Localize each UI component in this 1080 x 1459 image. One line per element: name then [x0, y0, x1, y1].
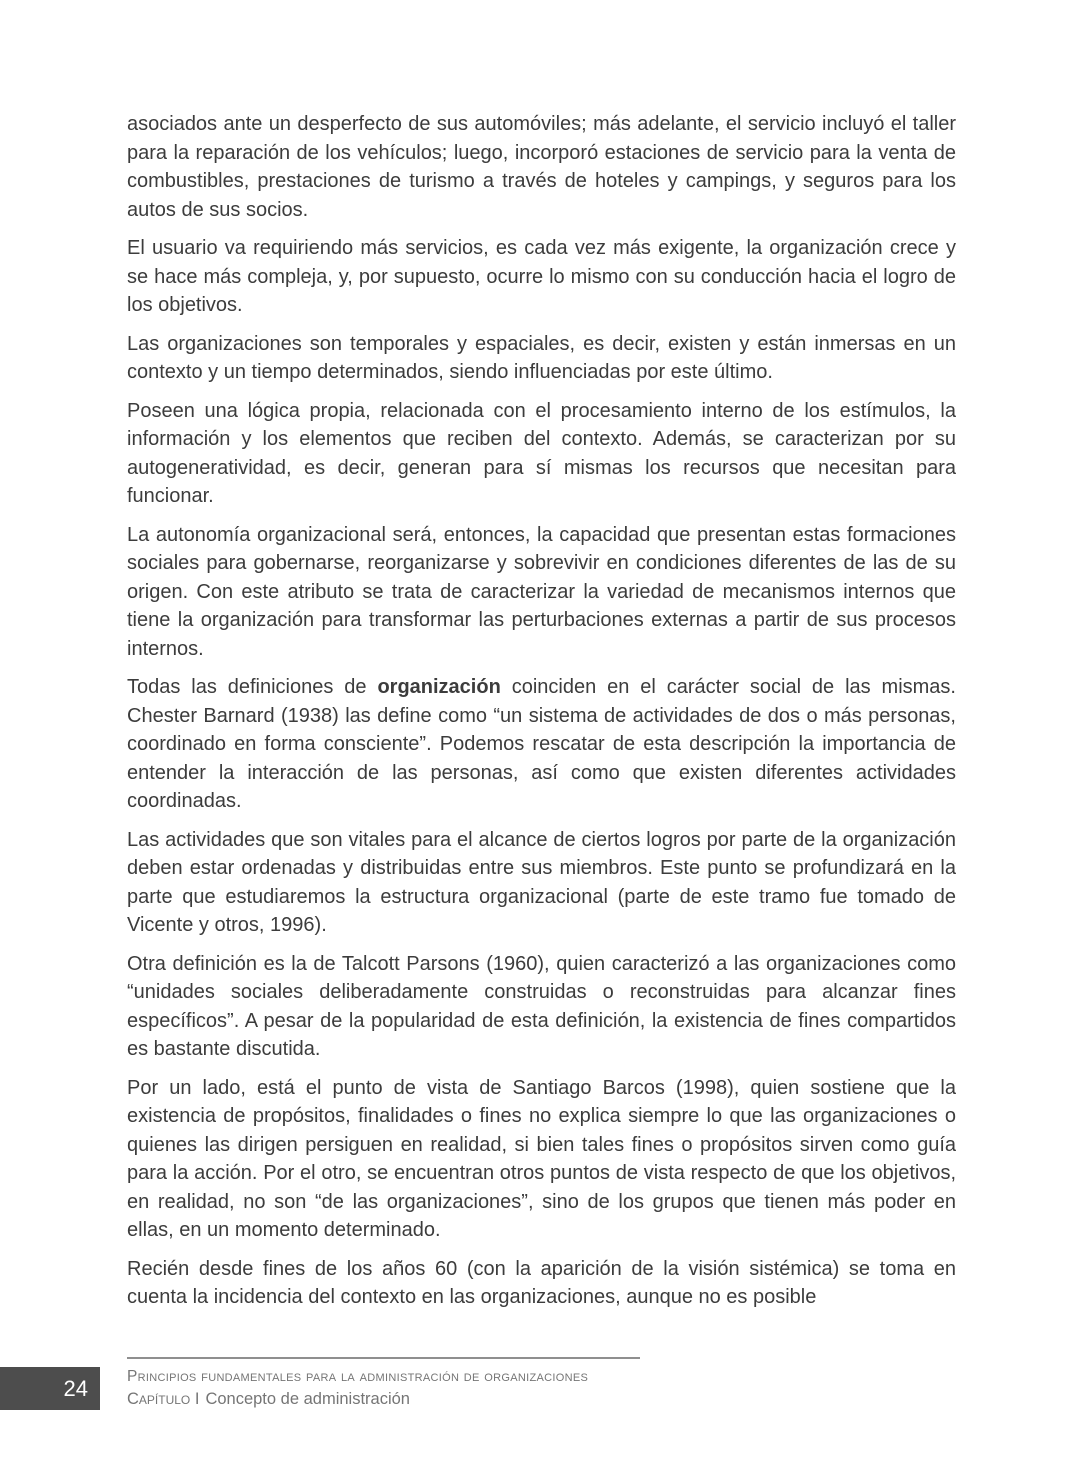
paragraph: Otra definición es la de Talcott Parsons (1960), quien caracterizó a las organizaciones como “unidades sociales deliberadamente construidas o reconstruidas para alcanzar fines específicos”. A pesar de la popularidad de esta definición, la existencia de fines compartidos es bastante discutida.: [127, 952, 956, 1060]
paragraph: Poseen una lógica propia, relacionada con el procesamiento interno de los estímulos, la información y los elementos que reciben del contexto. Además, se caracterizan por su autogeneratividad, es decir, generan para sí mismas los recursos que necesitan para funcionar.: [127, 399, 956, 507]
page-number: 24: [63, 1375, 88, 1401]
paragraph: Por un lado, está el punto de vista de Santiago Barcos (1998), quien sostiene que la existencia de propósitos, finalidades o fines no explica siempre lo que las organizaciones o quienes las dirigen persiguen en realidad, si bien tales fines o propósitos sirven como guía para la acción. Por el otro, se encuentran otros puntos de vista respecto de que los objetivos, en realidad, no son “de las organizaciones”, sino de los grupos que tienen más poder en ellas, en un momento determinado.: [127, 1076, 956, 1241]
footer-text: [127, 1366, 588, 1410]
page-content: [127, 110, 956, 1322]
chapter-line: [127, 1388, 588, 1410]
paragraph: La autonomía organizacional será, entonces, la capacidad que presentan estas formaciones sociales para gobernarse, reorganizarse y sobrevivir en condiciones diferentes de las de su origen. Con este atributo se trata de caracterizar la variedad de mecanismos internos que tiene la organización para transformar las perturbaciones externas a partir de sus procesos internos.: [127, 523, 956, 660]
paragraph: Recién desde fines de los años 60 (con la aparición de la visión sistémica) se toma en cuenta la incidencia del contexto en las organizaciones, aunque no es posible: [127, 1257, 956, 1308]
footer-divider: [127, 1357, 640, 1359]
paragraph: Las organizaciones son temporales y espaciales, es decir, existen y están inmersas en un contexto y un tiempo determinados, siendo influenciadas por este último.: [127, 332, 956, 383]
book-title: Principios fundamentales para la administración de organizaciones: [127, 1368, 589, 1385]
chapter-label: Capítulo I: [127, 1390, 200, 1408]
paragraph: asociados ante un desperfecto de sus automóviles; más adelante, el servicio incluyó el taller para la reparación de los vehículos; luego, incorporó estaciones de servicio para la venta de combustibles, prestaciones de turismo a través de hoteles y campings, y seguros para los autos de sus socios.: [127, 113, 956, 221]
paragraph: Todas las definiciones de organización coinciden en el carácter social de las mismas. Chester Barnard (1938) las define como “un sistema de actividades de dos o más personas, coordinado en forma consciente”. Podemos rescatar de esta descripción la importancia de entender la interacción de las personas, así como que existen diferentes actividades coordinadas.: [127, 676, 956, 812]
bold-term: organización: [377, 676, 501, 698]
paragraph: El usuario va requiriendo más servicios, es cada vez más exigente, la organización crece y se hace más compleja, y, por supuesto, ocurre lo mismo con su conducción hacia el logro de los objetivos.: [127, 237, 956, 316]
page-number-badge: [0, 1367, 100, 1410]
paragraph: Las actividades que son vitales para el alcance de ciertos logros por parte de la organización deben estar ordenadas y distribuidas entre sus miembros. Este punto se profundizará en la parte que estudiaremos la estructura organizacional (parte de este tramo fue tomado de Vicente y otros, 1996).: [127, 828, 956, 936]
chapter-title: Concepto de administración: [205, 1390, 410, 1408]
